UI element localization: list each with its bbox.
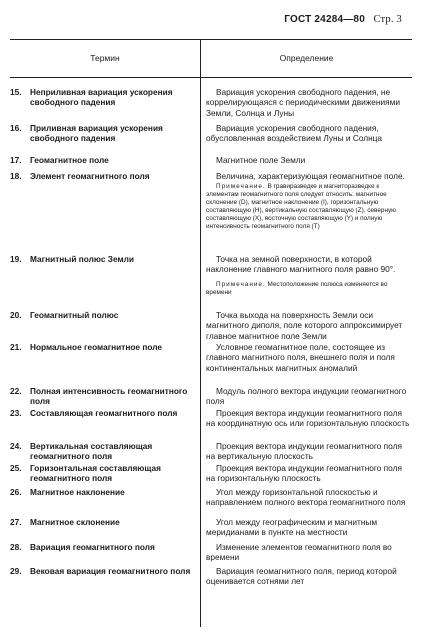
definition-cell	[206, 487, 410, 508]
term-text: Магнитное склонение	[30, 517, 120, 527]
definition-text: Точка на земной поверхности, в которой наклонение главного магнитного поля равно 90°.	[206, 254, 396, 275]
definition-cell	[206, 254, 410, 297]
note-text: Местоположение полюса изменяется во времени	[206, 280, 388, 296]
term-number: 19.	[10, 254, 22, 264]
definition-cell	[206, 171, 410, 231]
definition-text: Угол между географическим и магнитным меридианами в пункте на местности	[206, 517, 378, 538]
term-cell	[10, 517, 196, 527]
term-text: Вековая вариация геомагнитного поля	[30, 566, 191, 576]
term-text: Магнитное наклонение	[30, 487, 125, 497]
term-text: Полная интенсивность геомагнитного поля	[30, 386, 188, 407]
term-number: 20.	[10, 310, 22, 320]
term-text: Вертикальная составляющая геомагнитного поля	[30, 441, 153, 462]
term-text: Магнитный полюс Земли	[30, 254, 135, 264]
term-text: Вариация геомагнитного поля	[30, 542, 155, 552]
term-cell	[10, 155, 196, 165]
definition-cell	[206, 517, 410, 538]
definition-text: Изменение элементов геомагнитного поля во времени	[206, 542, 392, 563]
definition-cell	[206, 441, 410, 462]
term-cell	[10, 310, 196, 320]
column-header-definition: Определение	[279, 53, 334, 63]
term-number: 28.	[10, 542, 22, 552]
definition-note	[206, 183, 410, 231]
definition-cell	[206, 87, 410, 118]
term-cell	[10, 254, 196, 264]
term-cell	[10, 463, 196, 484]
definition-text: Вариация ускорения свободного падения, обусловленная воздействием Луны и Солнца	[206, 123, 383, 144]
term-cell	[10, 87, 196, 108]
term-cell	[10, 487, 196, 497]
term-number: 18.	[10, 171, 22, 181]
note-label: Примечание.	[216, 280, 266, 288]
term-cell	[10, 566, 196, 576]
term-text: Приливная вариация ускорения свободного падения	[30, 123, 163, 144]
definition-text: Проекция вектора индукции геомагнитного поля на координатную ось или горизонтальную плоскость	[206, 408, 410, 429]
term-cell	[10, 386, 196, 407]
definition-cell	[206, 310, 410, 341]
definition-text: Угол между горизонтальной плоскостью и направлением полного вектора геомагнитного поля	[206, 487, 406, 508]
definition-text: Вариация ускорения свободного падения, не коррелирующаяся с периодическими движениями Земли, Солнца и Луны	[206, 87, 400, 118]
term-cell	[10, 123, 196, 144]
definition-cell	[206, 408, 410, 429]
definition-cell	[206, 155, 410, 165]
page-number: Стр. 3	[373, 14, 402, 25]
term-cell	[10, 542, 196, 552]
definition-text: Условное геомагнитное поле, состоящее из главного магнитного поля, внешнего поля и поля континентальных магнитных аномалий	[206, 342, 395, 373]
term-number: 29.	[10, 566, 22, 576]
term-number: 16.	[10, 123, 22, 133]
term-text: Геомагнитное поле	[30, 155, 109, 165]
definition-note	[206, 281, 410, 297]
term-text: Составляющая геомагнитного поля	[30, 408, 178, 418]
term-cell	[10, 171, 196, 181]
term-number: 24.	[10, 441, 22, 451]
term-number: 23.	[10, 408, 22, 418]
term-cell	[10, 342, 196, 352]
note-label: Примечание.	[216, 183, 266, 191]
definition-text: Вариация геомагнитного поля, период которой оценивается сотнями лет	[206, 566, 397, 587]
definition-cell	[206, 566, 410, 587]
page-header	[284, 14, 402, 25]
definition-cell	[206, 386, 410, 407]
term-number: 15.	[10, 87, 22, 97]
term-number: 26.	[10, 487, 22, 497]
term-number: 22.	[10, 386, 22, 396]
definition-cell	[206, 123, 410, 144]
term-number: 25.	[10, 463, 22, 473]
definition-text: Величина, характеризующая геомагнитное поле.	[216, 171, 405, 181]
term-text: Элемент геомагнитного поля	[30, 171, 150, 181]
term-number: 27.	[10, 517, 22, 527]
definition-text: Проекция вектора индукции геомагнитного поля на горизонтальную плоскость	[206, 463, 402, 484]
definition-text: Проекция вектора индукции геомагнитного поля на вертикальную плоскость	[206, 441, 402, 462]
definition-cell	[206, 463, 410, 484]
column-header-term: Термин	[90, 53, 120, 63]
definition-cell	[206, 342, 410, 373]
standard-number: ГОСТ 24284—80	[284, 14, 365, 25]
term-cell	[10, 408, 196, 418]
definition-cell	[206, 542, 410, 563]
table-header-rule	[10, 77, 412, 78]
term-number: 21.	[10, 342, 22, 352]
term-number: 17.	[10, 155, 22, 165]
term-cell	[10, 441, 196, 462]
term-text: Геомагнитный полюс	[30, 310, 119, 320]
column-divider	[200, 39, 201, 627]
term-text: Горизонтальная составляющая геомагнитного поля	[30, 463, 161, 484]
terms-table	[10, 39, 412, 627]
term-text: Неприливная вариация ускорения свободного падения	[30, 87, 173, 108]
definition-text: Модуль полного вектора индукции геомагнитного поля	[206, 386, 407, 407]
term-text: Нормальное геомагнитное поле	[30, 342, 162, 352]
definition-text: Магнитное поле Земли	[216, 155, 306, 165]
note-text: В гравиразведке и магниторазведке к элементам геомагнитного поля следует относить: магнитное склонение (D), магнитное наклонение (I), горизонтальную составляющую (H), вертикальную составляющую (Z), северную составляющую (X), восточную составляющую (Y) и полную интенсивность геомагнитного поля (T)	[206, 183, 396, 231]
definition-text: Точка выхода на поверхность Земли оси магнитного диполя, поле которого аппроксимирует главное магнитное поле Земли	[206, 310, 403, 341]
